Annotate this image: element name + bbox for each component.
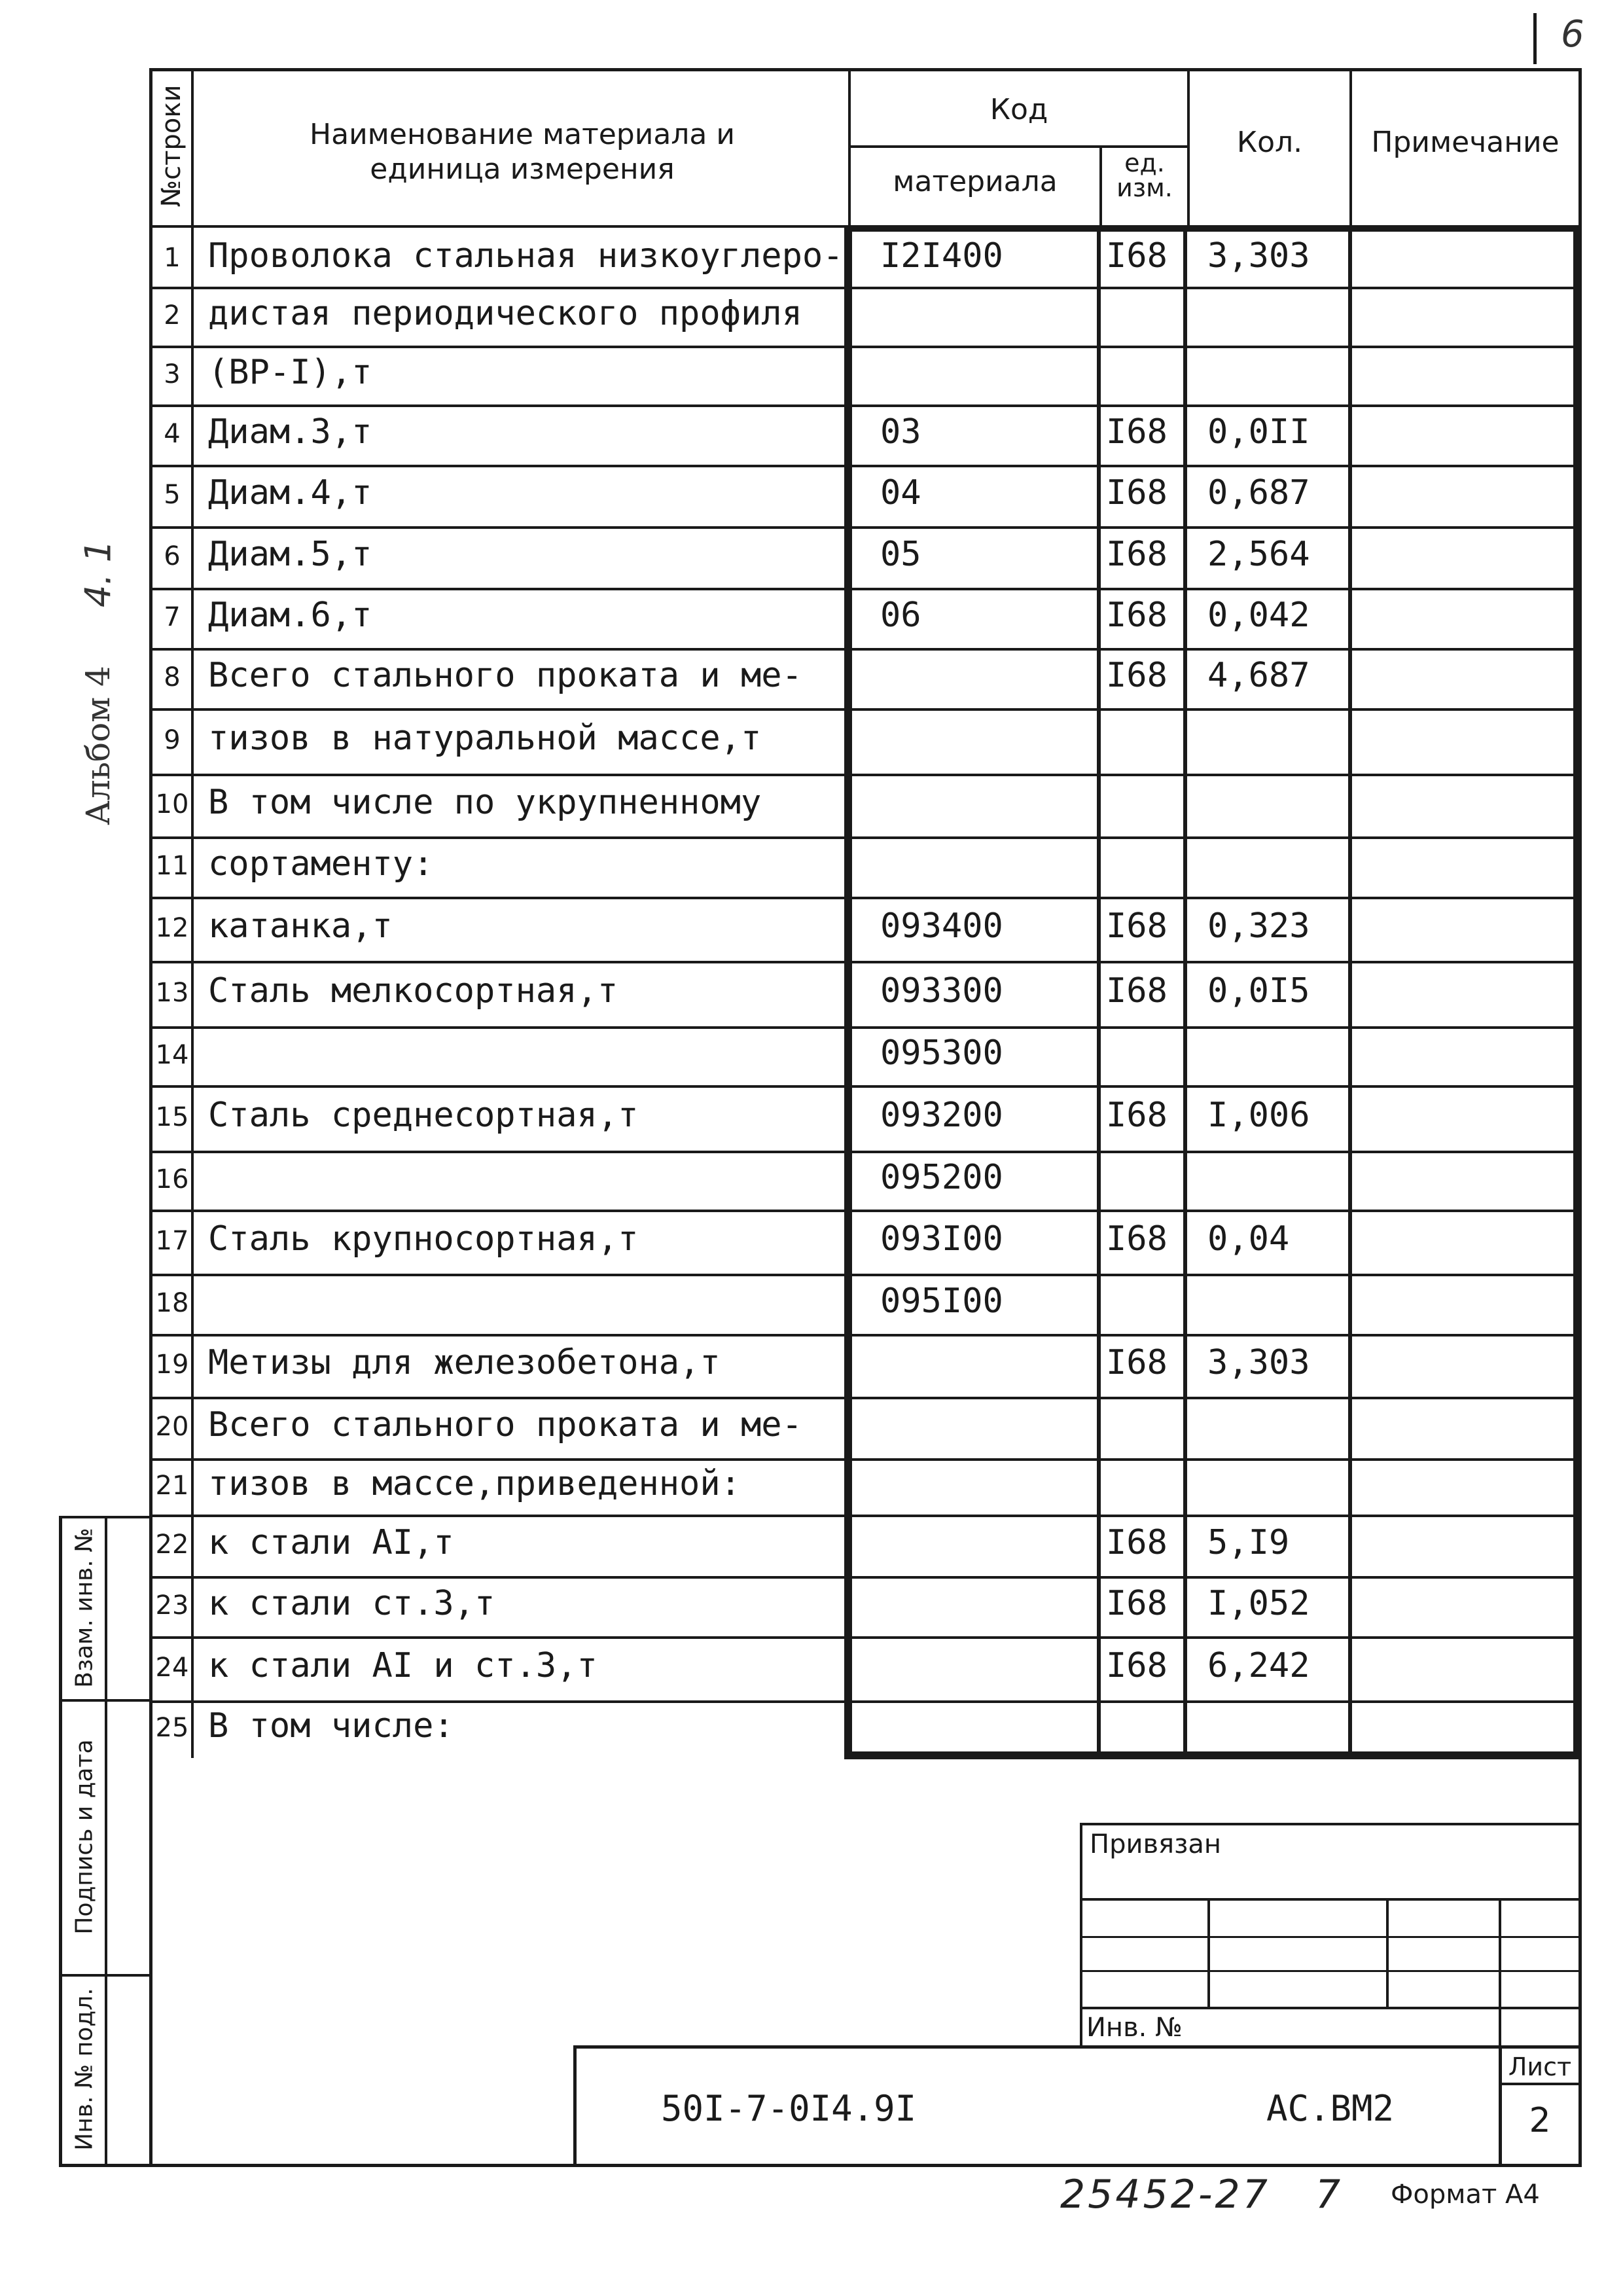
row-number: 10 (155, 789, 189, 819)
row-number: 8 (164, 662, 181, 692)
unit-code-cell: I68 (1106, 1096, 1168, 1135)
quantity-cell: 0,04 (1207, 1219, 1290, 1259)
unit-code-cell: I68 (1106, 473, 1168, 512)
material-name-cell: к стали АI и ст.3,т (208, 1646, 597, 1685)
vzam-inv-text: Взам. инв. № (71, 1528, 98, 1688)
album-label (72, 641, 124, 838)
row-number: 18 (155, 1288, 189, 1318)
unit-code-cell: I68 (1106, 906, 1168, 946)
material-name-cell: Диам.4,т (208, 473, 372, 512)
quantity-cell: 0,0I5 (1207, 971, 1310, 1011)
album-hand-number (72, 511, 124, 628)
row-number: 5 (164, 480, 181, 510)
row-number: 12 (155, 913, 189, 943)
album-hand-text: 4. 1 (77, 539, 119, 608)
row-number: 3 (164, 359, 181, 389)
row-number: 13 (155, 978, 189, 1008)
quantity-cell: 6,242 (1207, 1646, 1310, 1685)
header-quantity: Кол. (1236, 126, 1303, 159)
material-code-cell: 06 (880, 596, 921, 635)
material-name-cell: к стали ст.3,т (208, 1584, 495, 1623)
material-name-cell: к стали АI,т (208, 1523, 454, 1562)
header-code-unit: ед. изм. (1116, 149, 1173, 202)
sheet-number: 2 (1529, 2101, 1551, 2140)
material-name-cell: Метизы для железобетона,т (208, 1343, 721, 1382)
material-code-cell: 093200 (880, 1096, 1003, 1135)
row-number: 17 (155, 1226, 189, 1256)
quantity-cell: 5,I9 (1207, 1523, 1290, 1562)
unit-code-cell: I68 (1106, 596, 1168, 635)
material-code-cell: 095I00 (880, 1282, 1003, 1321)
inv-number-label: Инв. № (1086, 2013, 1183, 2043)
material-code-cell: 093300 (880, 971, 1003, 1011)
unit-code-cell: I68 (1106, 412, 1168, 452)
material-code-cell: 03 (880, 412, 921, 452)
row-number: 2 (164, 300, 181, 331)
row-number: 4 (164, 419, 181, 449)
row-number: 9 (164, 725, 181, 755)
material-name-cell: Проволока стальная низкоуглеро- (208, 236, 844, 276)
quantity-cell: 0,323 (1207, 906, 1310, 946)
quantity-cell: 0,687 (1207, 473, 1310, 512)
material-name-cell: В том числе по укрупненному (208, 783, 762, 822)
row-number: 22 (155, 1530, 189, 1560)
unit-code-cell: I68 (1106, 971, 1168, 1011)
header-material-name: Наименование материала и единица измерения (310, 118, 735, 186)
row-number: 11 (155, 851, 189, 881)
unit-code-cell: I68 (1106, 1343, 1168, 1382)
material-name-cell: В том числе: (208, 1706, 454, 1746)
material-code-cell: 095200 (880, 1158, 1003, 1197)
unit-code-cell: I68 (1106, 1584, 1168, 1623)
row-number: 14 (155, 1040, 189, 1070)
quantity-cell: 0,0II (1207, 412, 1310, 452)
row-number: 7 (164, 602, 181, 632)
row-number: 25 (155, 1713, 189, 1743)
row-number: 16 (155, 1164, 189, 1194)
quantity-cell: I,052 (1207, 1584, 1310, 1623)
sheet-label: Лист (1508, 2053, 1572, 2081)
header-code-material: материала (893, 165, 1058, 198)
row-number: 23 (155, 1590, 189, 1621)
unit-code-cell: I68 (1106, 236, 1168, 276)
format-label: Формат А4 (1391, 2179, 1540, 2210)
row-number: 15 (155, 1102, 189, 1132)
unit-code-cell: I68 (1106, 1523, 1168, 1562)
material-name-cell: тизов в массе,приведенной: (208, 1464, 741, 1503)
document-mark: АС.ВМ2 (1266, 2088, 1395, 2129)
row-number: 21 (155, 1471, 189, 1501)
unit-code-cell: I68 (1106, 656, 1168, 695)
material-name-cell: катанка,т (208, 906, 393, 946)
unit-code-cell: I68 (1106, 1646, 1168, 1685)
material-name-cell: (ВР-I),т (208, 353, 372, 392)
quantity-cell: 3,303 (1207, 1343, 1310, 1382)
vzam-inv-label (64, 1518, 105, 1699)
header-row-number-label: №строки (156, 84, 187, 207)
material-name-cell: сортаменту: (208, 844, 434, 884)
material-code-cell: 04 (880, 473, 921, 512)
quantity-cell: 2,564 (1207, 535, 1310, 574)
page-number-top: 6 (1561, 13, 1584, 56)
material-code-cell: 095300 (880, 1033, 1003, 1073)
quantity-cell: 4,687 (1207, 656, 1310, 695)
material-name-cell: дистая периодического профиля (208, 294, 802, 333)
material-code-cell: 05 (880, 535, 921, 574)
material-name-cell: Диам.3,т (208, 412, 372, 452)
quantity-cell: I,006 (1207, 1096, 1310, 1135)
handwritten-number: 25452-27 (1060, 2172, 1270, 2217)
material-code-cell: 093I00 (880, 1219, 1003, 1259)
privyazan-label: Привязан (1090, 1829, 1222, 1859)
material-name-cell: Сталь среднесортная,т (208, 1096, 639, 1135)
material-name-cell: Всего стального проката и ме- (208, 1405, 802, 1444)
document-code: 50I-7-0I4.9I (661, 2088, 917, 2129)
quantity-cell: 3,303 (1207, 236, 1310, 276)
material-name-cell: Всего стального проката и ме- (208, 656, 802, 695)
material-code-cell: I2I400 (880, 236, 1003, 276)
quantity-cell: 0,042 (1207, 596, 1310, 635)
inv-podl-label (64, 1977, 105, 2164)
material-name-cell: Диам.5,т (208, 535, 372, 574)
unit-code-cell: I68 (1106, 535, 1168, 574)
header-row-number (152, 72, 191, 225)
material-code-cell: 093400 (880, 906, 1003, 946)
row-number: 24 (155, 1653, 189, 1683)
inv-podl-text: Инв. № подл. (71, 1988, 98, 2151)
unit-code-cell: I68 (1106, 1219, 1168, 1259)
handwritten-digit: 7 (1315, 2172, 1341, 2217)
row-number: 6 (164, 541, 181, 571)
material-name-cell: тизов в натуральной массе,т (208, 719, 762, 758)
podpis-data-label (64, 1702, 105, 1974)
material-name-cell: Диам.6,т (208, 596, 372, 635)
album-text: Альбом 4 (79, 666, 117, 825)
header-note: Примечание (1371, 126, 1560, 159)
row-number: 20 (155, 1412, 189, 1442)
row-number: 19 (155, 1350, 189, 1380)
material-name-cell: Сталь крупносортная,т (208, 1219, 639, 1259)
material-name-cell: Сталь мелкосортная,т (208, 971, 618, 1011)
podpis-data-text: Подпись и дата (71, 1739, 98, 1935)
row-number: 1 (164, 243, 181, 273)
header-code: Код (990, 93, 1048, 126)
